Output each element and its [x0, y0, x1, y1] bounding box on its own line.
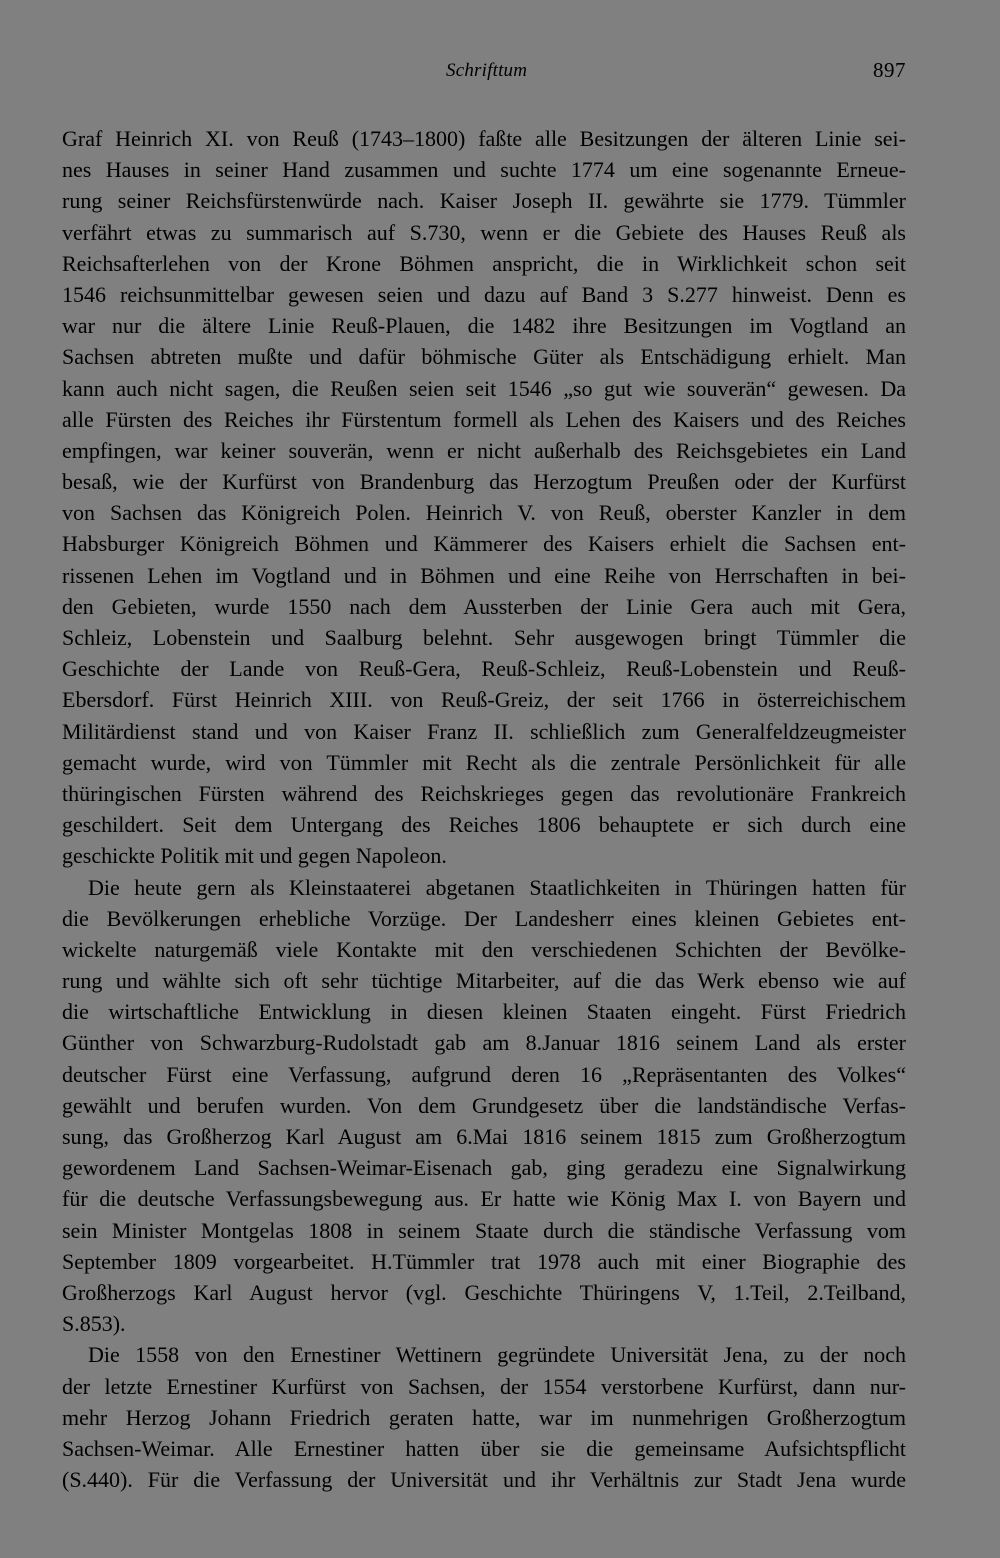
text-line: nes Hauses in seiner Hand zusammen und suchte 1774 um eine sogenannte Erneue-: [62, 157, 906, 183]
text-line: gewählt und berufen wurden. Von dem Grundgesetz über die landständische Verfas-: [62, 1092, 906, 1118]
text-line: gewordenem Land Sachsen-Weimar-Eisenach gab, ging geradezu eine Signalwirkung: [62, 1155, 906, 1181]
text-line: rung seiner Reichsfürstenwürde nach. Kaiser Joseph II. gewährte sie 1779. Tümmler: [62, 188, 906, 214]
text-line: verfährt etwas zu summarisch auf S.730, wenn er die Gebiete des Hauses Reuß als: [62, 219, 906, 245]
text-line: den Gebieten, wurde 1550 nach dem Aussterben der Linie Gera auch mit Gera,: [62, 593, 906, 619]
text-line: Sachsen abtreten mußte und dafür böhmische Güter als Entschädigung erhielt. Man: [62, 344, 906, 370]
text-line: sein Minister Montgelas 1808 in seinem Staate durch die ständische Verfassung vom: [62, 1217, 906, 1243]
text-line: (S.440). Für die Verfassung der Universität und ihr Verhältnis zur Stadt Jena wurde: [62, 1467, 906, 1493]
page-header: [62, 60, 906, 90]
text-line: Die 1558 von den Ernestiner Wettinern gegründete Universität Jena, zu der noch: [88, 1342, 906, 1368]
text-line: Großherzogs Karl August hervor (vgl. Geschichte Thüringens V, 1.Teil, 2.Teilband,: [62, 1279, 906, 1305]
text-line: kann auch nicht sagen, die Reußen seien seit 1546 „so gut wie souverän“ gewesen. Da: [62, 375, 906, 401]
text-line: die Bevölkerungen erhebliche Vorzüge. Der Landesherr eines kleinen Gebietes ent-: [62, 905, 906, 931]
body-text: [62, 123, 906, 1495]
book-page: [62, 60, 906, 1495]
text-line: 1546 reichsunmittelbar gewesen seien und dazu auf Band 3 S.277 hinweist. Denn es: [62, 281, 906, 307]
text-line: Günther von Schwarzburg-Rudolstadt gab am 8.Januar 1816 seinem Land als erster: [62, 1030, 906, 1056]
text-line: für die deutsche Verfassungsbewegung aus. Er hatte wie König Max I. von Bayern und: [62, 1186, 906, 1212]
text-line: Sachsen-Weimar. Alle Ernestiner hatten über sie die gemeinsame Aufsichtspflicht: [62, 1435, 906, 1461]
paragraph: [62, 123, 906, 872]
text-line: Graf Heinrich XI. von Reuß (1743–1800) faßte alle Besitzungen der älteren Linie sei-: [62, 126, 906, 151]
text-line: von Sachsen das Königreich Polen. Heinrich V. von Reuß, oberster Kanzler in dem: [62, 500, 906, 526]
text-line: Habsburger Königreich Böhmen und Kämmerer des Kaisers erhielt die Sachsen ent-: [62, 531, 906, 557]
text-line: deutscher Fürst eine Verfassung, aufgrund deren 16 „Repräsentanten des Volkes“: [62, 1061, 906, 1087]
text-line: die wirtschaftliche Entwicklung in diesen kleinen Staaten eingeht. Fürst Friedrich: [62, 999, 906, 1025]
text-line: mehr Herzog Johann Friedrich geraten hatte, war im nunmehrigen Großherzogtum: [62, 1404, 906, 1430]
text-line: Ebersdorf. Fürst Heinrich XIII. von Reuß-Greiz, der seit 1766 in österreichischem: [62, 687, 906, 713]
running-title: Schrifttum: [446, 60, 528, 81]
text-line: Geschichte der Lande von Reuß-Gera, Reuß-Schleiz, Reuß-Lobenstein und Reuß-: [62, 656, 906, 682]
text-line: Reichsafterlehen von der Krone Böhmen anspricht, die in Wirklichkeit schon seit: [62, 250, 906, 276]
text-line: Militärdienst stand und von Kaiser Franz II. schließlich zum Generalfeldzeugmeister: [62, 718, 906, 744]
text-line: thüringischen Fürsten während des Reichskrieges gegen das revolutionäre Frankreich: [62, 780, 906, 806]
text-line: der letzte Ernestiner Kurfürst von Sachsen, der 1554 verstorbene Kurfürst, dann nur-: [62, 1373, 906, 1399]
text-line: gemacht wurde, wird von Tümmler mit Recht als die zentrale Persönlichkeit für alle: [62, 749, 906, 775]
paragraph: [62, 1339, 906, 1495]
page-number: 897: [873, 58, 906, 82]
paragraph: [62, 872, 906, 1340]
text-line: war nur die ältere Linie Reuß-Plauen, die 1482 ihre Besitzungen im Vogtland an: [62, 313, 906, 339]
text-line: Schleiz, Lobenstein und Saalburg belehnt. Sehr ausgewogen bringt Tümmler die: [62, 625, 906, 650]
text-line: empfingen, war keiner souverän, wenn er nicht außerhalb des Reichsgebietes ein Land: [62, 437, 906, 463]
text-line: rung und wählte sich oft sehr tüchtige Mitarbeiter, auf die das Werk ebenso wie auf: [62, 968, 906, 994]
text-line: besaß, wie der Kurfürst von Brandenburg das Herzogtum Preußen oder der Kurfürst: [62, 469, 906, 495]
text-line: geschildert. Seit dem Untergang des Reiches 1806 behauptete er sich durch eine: [62, 812, 906, 838]
text-line: Die heute gern als Kleinstaaterei abgetanen Staatlichkeiten in Thüringen hatten für: [88, 874, 906, 900]
text-line: rissenen Lehen im Vogtland und in Böhmen und eine Reihe von Herrschaften in bei-: [62, 562, 906, 588]
text-line: geschickte Politik mit und gegen Napoleon.: [62, 843, 447, 869]
text-line: sung, das Großherzog Karl August am 6.Mai 1816 seinem 1815 zum Großherzogtum: [62, 1124, 906, 1149]
text-line: September 1809 vorgearbeitet. H.Tümmler trat 1978 auch mit einer Biographie des: [62, 1248, 906, 1274]
text-line: alle Fürsten des Reiches ihr Fürstentum formell als Lehen des Kaisers und des Reiches: [62, 406, 906, 432]
text-line: S.853).: [62, 1311, 126, 1337]
text-line: wickelte naturgemäß viele Kontakte mit den verschiedenen Schichten der Bevölke-: [62, 936, 906, 962]
